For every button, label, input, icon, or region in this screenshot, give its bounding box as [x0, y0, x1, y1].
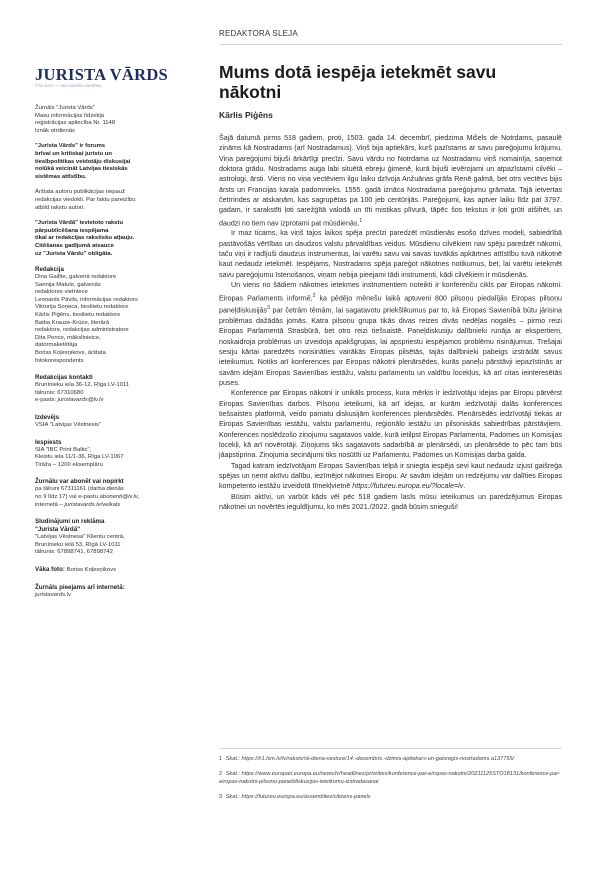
mission-line: brīvai un kritiskai juristu un — [35, 150, 112, 157]
paragraph — [219, 133, 562, 228]
paragraph-text: Šajā datumā pirms 518 gadiem, proti, 1503. gada 14. decembrī, piedzima Mišels de Notrdams, pasaulē zināms kā Nostradams (arī Nostradamus). Viņš bija aptiekārs, kurš pazīstams ar savu pareģojumu krājumu. Viņa pareģojumi bijuši ārkārtīgi precīzi. Savu vārdu no Notrdama uz Nostradamu viņš nomainīja, saņemot doktora grādu. Nostradams auga labi situētā ebreju ģimenē, kurā bijuši ievērojami un atpazīstami cilvēki – astrologi, ārsti. Viens no viņa vectēviem ilgu laiku dzīvoja Anžuānas grāfa Renē galmā, bet otrs vectēvs bijis ārsts un Francijas karaļa padomnieks. 1555. gadā iznāca Nostradama pareģojumu grāmata. Tajā ietvertas četrrindes ar atskaņām, kas sagrupētas pa 100 jeb centūrijās. Pareģojumi, kas aptver laiku līdz pat 3797. gadam, ir sarakstīti ļoti sarežģītā valodā un tīti mistikas plīvurā, tāpēc šos tekstus ir ļoti grūti atšifrēt, un daudzi no tiem nav izprotami pat mūsdienās. — [219, 134, 562, 228]
registration-line: Iznāk otrdienās — [35, 127, 75, 134]
disclaimer-line: Ārštata autoru publikācijas nepauž — [35, 189, 126, 196]
cover-label: Vāka foto: — [35, 565, 67, 573]
paragraph-text: par četrām tēmām, lai sagatavotu priekšlikumus par to, kā Eiropas Savienībā būtu jārisina problēmas dažādās jomās. Katra pilsoņu grupa tikās divas reizes divās nedēļas nogalēs – pirmo reizi Eiropas Parlamentā Strasbūrā, bet otro reizi tiešsaistē. Paneļdiskusiju dalībnieki runāja ar ekspertiem, noskaidroja problēmas un izveidoja apakšgrupas, lai apspriestu iespējamos problēmu risinājumus. Trešajai sesiju kārtai paredzēts norisināties vairākās Eiropas pilsētās, tajās dalībnieki pabeigs izstrādāt savus ieteikumus. Notiks arī konferences par Eiropas nākotni plenārsēdes, kurās paneļu pārstāvji iepazīstinās ar savām idejām Eiropas Savienības iestāžu, valstu parlamentu un valdību locekļus, kā arī citas ieinteresētās puses. — [219, 306, 562, 387]
subscription-line — [35, 494, 187, 502]
registration-line: Žurnāls "Jurista Vārds" — [35, 105, 95, 111]
footnote — [219, 770, 562, 786]
paragraph: Ir maz ticams, ka viņš tajos laikos spēja precīzi paredzēt mūsdienās esošo dzīves modeli, sabiedrībā pastāvošās vērtības un daudzos valstu pārvaldības veidus. Mūsdienu cilvēkiem nav spēju paredzēt nākotni, taču viņi ir radījuši daudzus instrumentus, lai varētu savu vai savas tuvākās apkārtnes attīstību tuvā nākotnē kaut nedaudz ietekmēt. Iespējams, Nostradams spēja pareģot nākotnes notikumus, bet, lai varētu ietekmēt savu pareģojumu īstenošanos, viņam nebija pieejami tādi instrumenti, kādi cilvēkiem ir mūsdienās. — [219, 229, 562, 279]
web-section — [35, 584, 187, 600]
printer-heading: Iespiests — [35, 438, 62, 446]
registration-line: reģistrācijas apliecība Nr. 1148 — [35, 120, 116, 127]
mission-line: nolūkā veicināt Latvijas tiesiskās — [35, 166, 128, 173]
footnote-text[interactable]: Skat.: https://futureu.europa.eu/assemblies/citizens-panels — [225, 794, 371, 800]
footnotes — [219, 748, 562, 808]
printer-line: Tirāža – 1200 eksemplāru — [35, 461, 103, 468]
footnote-ref[interactable]: 3 — [267, 305, 270, 312]
staff-heading: Redakcija — [35, 266, 64, 274]
article-author: Kārlis Piģēns — [219, 110, 273, 120]
copyright-line: tikai ar redakcijas rakstisku atļauju. — [35, 235, 135, 242]
publisher-section — [35, 414, 187, 430]
paragraph — [219, 280, 562, 388]
contacts-heading: Redakcijas kontakti — [35, 374, 93, 382]
header-divider — [219, 44, 562, 45]
logo-tagline: Uno loco — una iustitia omnibus — [35, 84, 102, 89]
staff-section — [35, 266, 187, 365]
web-heading: Žurnāls pieejams arī internetā: — [35, 583, 125, 591]
paragraph: Konference par Eiropas nākotni ir unikāls process, kura mērķis ir iedzīvotāju idejas par Eiropu pārvērst Eiropas Savienības darbos. Pilsoņu ieteikumi, kā arī idejas, ar kurām iedzīvotāji dalās konferences tiešsaistes platformā, veido pamatu diskusijām konferences plenārsēdēs. Plenārsēdēs iedzīvotāji tiekas ar Eiropas Savienības iestāžu, valstu parlamentu, reģionālo iestāžu un pilsoniskās sabiedrības pārstāvjiem. Konferences noslēdzošo ziņojumu sagatavos valde, kurā ietilpst Eiropas Parlamenta, Padomes un Komisijas locekļi, kā arī novērotāji. Ziņojums tiks sagatavots sadarbībā ar plenārsēdi, un plenārsēde to pēc tam būs jāapstiprina. Ziņojuma secinājumi tiks nosūtīti uz Parlamentu, Padomes un Komisijas darba galda. — [219, 389, 562, 460]
footnote-text[interactable]: Skat.: https://www.europarl.europa.eu/news/lv/headlines/priorities/konference-par-eiropas-nakotni/20211125STO18131/konference-par-eiropas-nakotni-pilsonu-panelidiskusijas-ieteikumu-izstradasanai — [219, 771, 561, 785]
staff-line: redaktores vietniece — [35, 289, 88, 296]
shop-link[interactable]: juristavards.lv/veikals — [64, 501, 121, 508]
mission-line: tiesībpolitikas veidotāju diskusijai — [35, 158, 131, 165]
contacts-email-link[interactable]: juristavards@lv.lv — [57, 397, 104, 404]
disclaimer — [35, 189, 187, 212]
article-body — [219, 133, 562, 512]
subscription-text: no 9 līdz 17) vai e-pastu — [35, 493, 100, 500]
staff-line: redaktore, redakcijas administratore — [35, 327, 129, 334]
copyright-line: "Jurista Vārdā" ievietoto rakstu — [35, 220, 124, 227]
paragraph — [219, 461, 562, 492]
footnote-text[interactable]: Skat.: https://lr1.lsm.lv/lv/raksts/sii-diena-vesture/14.-decembris.-dzimis-aptiekars-un-gaisregis-nostradams.a137755/ — [225, 756, 515, 762]
subscription-email-link[interactable]: abonenti@lv.lv — [99, 493, 138, 500]
subscription-line: pa tālruni 67311161 (darba dienās — [35, 486, 124, 493]
paragraph-text: ka pēdējo mēnešu laikā aptuveni 800 pilsoņu piedalījās Eiropas pilsoņu paneļdiskusijās — [219, 293, 562, 315]
printer-section — [35, 439, 187, 470]
mission-line: "Jurista Vārds" ir forums — [35, 143, 106, 150]
cover-photographer: Boriss Koļesņikovs — [66, 566, 117, 573]
paragraph: Būsim aktīvi, un varbūt kāds vēl pēc 518 gadiem lasīs mūsu ieteikumus un paredzējumus Eiropas nākotnei un novērtēs ieguldījumu, ko mēs 2021./2022. gadā būsim snieguši! — [219, 492, 562, 512]
footnote-divider — [219, 748, 562, 749]
contacts-line: tālrunis: 67310680 — [35, 389, 84, 396]
ads-line: tālrunis: 67898741, 67898742 — [35, 549, 113, 556]
publisher-heading: Izdevējs — [35, 414, 60, 421]
printer-line: SIA "IBC Print Baltic", — [35, 446, 92, 453]
web-link[interactable]: juristavards.lv — [35, 591, 72, 598]
footnote-number: 3 — [219, 794, 223, 800]
subscription-section — [35, 478, 187, 509]
subscription-line — [35, 502, 187, 510]
subscription-heading: Žurnālu var abonēt vai nopirkt — [35, 478, 124, 486]
contacts-line: Brunīnieku iela 36-12, Rīga LV-1011 — [35, 382, 130, 389]
footnote-ref[interactable]: 1 — [359, 217, 363, 224]
registration-info — [35, 105, 187, 135]
contacts-section — [35, 374, 187, 405]
footnote-number: 2 — [219, 771, 223, 777]
registration-line: Masu informācijas līdzekļa — [35, 112, 105, 119]
printer-line: Kleistu iela 11/1-36, Rīga LV-1067 — [35, 454, 124, 461]
staff-line: datormaketētāja — [35, 342, 78, 349]
staff-line: Leonards Pāvils, informācijas redaktors — [35, 296, 138, 303]
staff-line: Viktorija Soņeca, tiesliietu redaktore — [35, 304, 129, 311]
staff-line: Dina Gailīte, galvenā redaktore — [35, 274, 117, 281]
copyright-notice — [35, 220, 187, 258]
section-label: REDAKTORA SLEJA — [219, 29, 298, 38]
footnote-number: 1 — [219, 756, 223, 762]
futureu-link[interactable]: https://futureu.europa.eu/?locale=lv — [352, 482, 464, 491]
copyright-line: pārpublicēšana iespējama — [35, 227, 109, 234]
subscription-text: internetā – — [35, 501, 65, 508]
footnote — [219, 755, 562, 763]
ads-line: Brunīnieku ielā 53, Rīgā LV-1011 — [35, 541, 121, 548]
ads-line: "Jurista Vārdā" — [35, 526, 81, 534]
article-title: Mums dotā iespēja ietekmēt savu nākotni — [219, 62, 497, 102]
disclaimer-line: atbild rakstu autori. — [35, 204, 85, 211]
staff-line: Boriss Koļesņikovs, ārštata — [35, 350, 106, 357]
publisher-name: VSIA "Latvijas Vēstnesis" — [35, 422, 102, 428]
paragraph-text: . — [463, 482, 466, 491]
footnote-ref[interactable]: 2 — [312, 292, 316, 299]
masthead-sidebar — [35, 66, 187, 608]
paragraph-text: Un viens no šādiem nākotnes ietekmes instrumentiem noteikti ir konferenču cikls par Eiropas nākotni. Eiropas Parlaments informē, — [219, 281, 562, 302]
staff-line: Kārlis Piģēns, tiesliietu redaktors — [35, 312, 121, 319]
disclaimer-line: redakcijas viedokli. Par faktu pareizību — [35, 196, 136, 203]
mission-line: sistēmas attīstību. — [35, 173, 87, 180]
ads-line: "Latvijas Vēstnesa" Klientu centrā, — [35, 534, 125, 541]
ads-heading: Sludinājumi un reklāma — [35, 518, 105, 526]
journal-logo: JURISTA VĀRDS — [35, 65, 169, 84]
ads-section — [35, 518, 187, 557]
paragraph-text: Tagad katram iedzīvotājam Eiropas Savienības telpā ir sniegta iespēja sevi kaut nedaudz izjust gaišreģa spējas un ņemt aktīvu dalību, iezīmējot nākotnes Eiropu. Ar savām idejām un redzējumu var dalīties Eiropas kompetento iestāžu izveidotā tīmekļvietnē — [219, 461, 562, 491]
cover-photo-credit — [35, 566, 187, 575]
email-label: e-pasts: — [35, 397, 58, 404]
copyright-line: uz "Jurista Vārdu" obligāta. — [35, 250, 113, 257]
subscription-text: , — [137, 493, 140, 500]
staff-line: fotokorespondents — [35, 357, 84, 364]
mission-statement — [35, 143, 187, 181]
staff-line: Baiba Krauze-Krūze, literārā — [35, 319, 109, 326]
copyright-line: Citēšanas gadījumā atsauce — [35, 242, 114, 249]
staff-line: Dita Pence, mākslinieice, — [35, 334, 101, 341]
footnote — [219, 793, 562, 801]
staff-line: Sannija Matule, galvenās — [35, 281, 101, 288]
contacts-email-line — [35, 397, 187, 405]
